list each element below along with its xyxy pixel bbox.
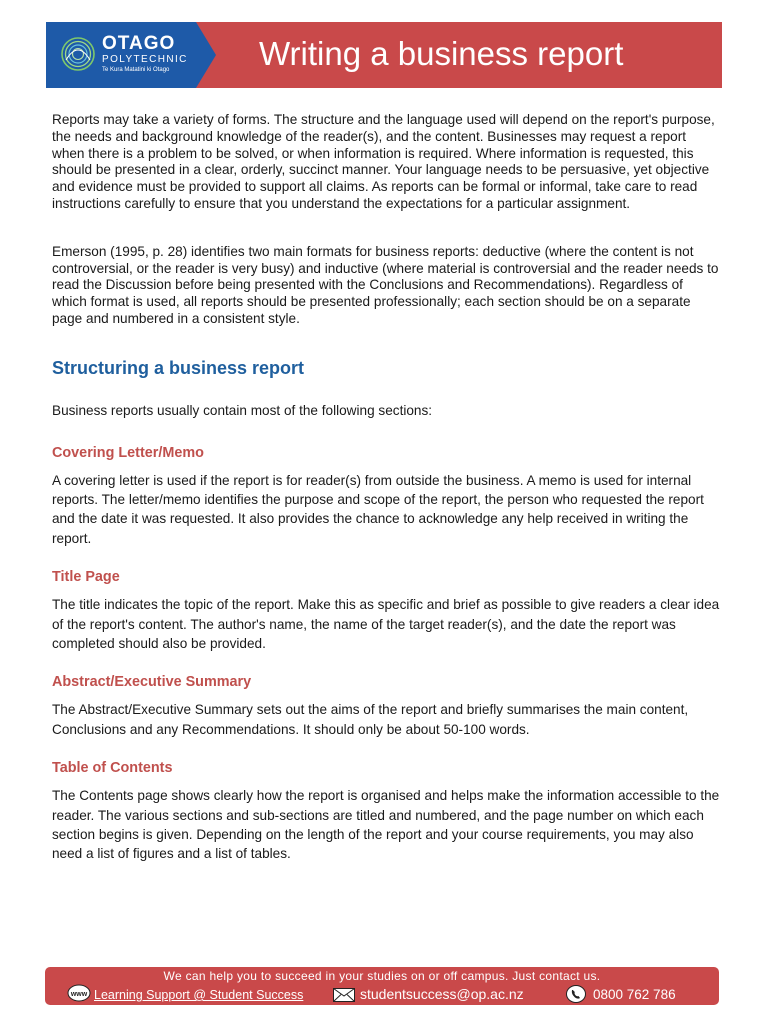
phone-icon: [566, 985, 586, 1003]
page-footer: [45, 967, 719, 1005]
section-heading: Structuring a business report: [52, 357, 305, 378]
subheading-contents: Table of Contents: [52, 760, 173, 777]
phone-number[interactable]: 0800 762 786: [593, 987, 676, 1002]
www-globe-icon: [67, 984, 91, 1002]
logo-arrow: [196, 22, 216, 88]
body-covering-letter: A covering letter is used if the report is for reader(s) from outside the business. A memo is used for internal reports. The letter/memo identifies the purpose and scope of the report, the person who requested the report and the date it was requested. It also provides the chance to acknowledge any help received in writing the report.: [52, 472, 704, 546]
subheading-covering-letter: Covering Letter/Memo: [52, 444, 204, 461]
footer-tagline: We can help you to succeed in your studies on or off campus. Just contact us.: [163, 969, 601, 983]
otago-polytechnic-logo: [46, 22, 196, 88]
page-title: Writing a business report: [259, 35, 624, 72]
page-header: [46, 22, 722, 88]
logo-tagline: Te Kura Matatini ki Otago: [102, 67, 170, 73]
logo-name: OTAGO: [102, 33, 176, 54]
email-link[interactable]: studentsuccess@op.ac.nz: [360, 986, 524, 1002]
email-envelope-icon: [333, 988, 355, 1002]
body-abstract: The Abstract/Executive Summary sets out the aims of the report and briefly summarises the main content, Conclusions and any Recommendations. It should only be about 50-100 words.: [52, 702, 689, 737]
intro-paragraph-1: Reports may take a variety of forms. The structure and the language used will depend on the report's purpose, the needs and background knowledge of the reader(s), and the content. Businesses may request a report when there is a problem to be solved, or when information is required. Where information is requested, this should be presented in a clear, orderly, succinct manner. Your language needs to be persuasive, yet objective and evidence must be provided to support all claims. As reports can be formal or informal, take care to read instructions carefully to ensure that you understand the expectations for a particular assignment.: [52, 112, 715, 211]
subheading-abstract: Abstract/Executive Summary: [52, 674, 252, 691]
sections-lead: Business reports usually contain most of the following sections:: [52, 402, 433, 418]
www-label: www: [70, 991, 88, 998]
subheading-title-page: Title Page: [52, 569, 120, 586]
body-title-page: The title indicates the topic of the report. Make this as specific and brief as possible to give readers a clear idea of the report's content. The author's name, the name of the target reader(s), and the date the report was completed should also be provided.: [52, 597, 720, 651]
learning-support-link[interactable]: Learning Support @ Student Success: [94, 988, 304, 1002]
document-body: [52, 112, 720, 864]
intro-paragraph-2: Emerson (1995, p. 28) identifies two main formats for business reports: deductive (where the content is not controversial, or the reader is very busy) and inductive (where material is controversial and the reader needs to read the Discussion before being presented with the Conclusions and Recommendations). Regardless of which format is used, all reports should be presented professionally; each section should be on a separate page and numbered in a consistent style.: [52, 243, 719, 326]
logo-subtitle: POLYTECHNIC: [102, 54, 188, 65]
logo-mark-icon: [60, 36, 96, 72]
body-contents: The Contents page shows clearly how the report is organised and helps make the information accessible to the reader. The various sections and sub-sections are titled and numbered, and the page number on which each section begins is given. Depending on the length of the report and your course requirements, you may also need a list of figures and a list of tables.: [52, 788, 720, 862]
